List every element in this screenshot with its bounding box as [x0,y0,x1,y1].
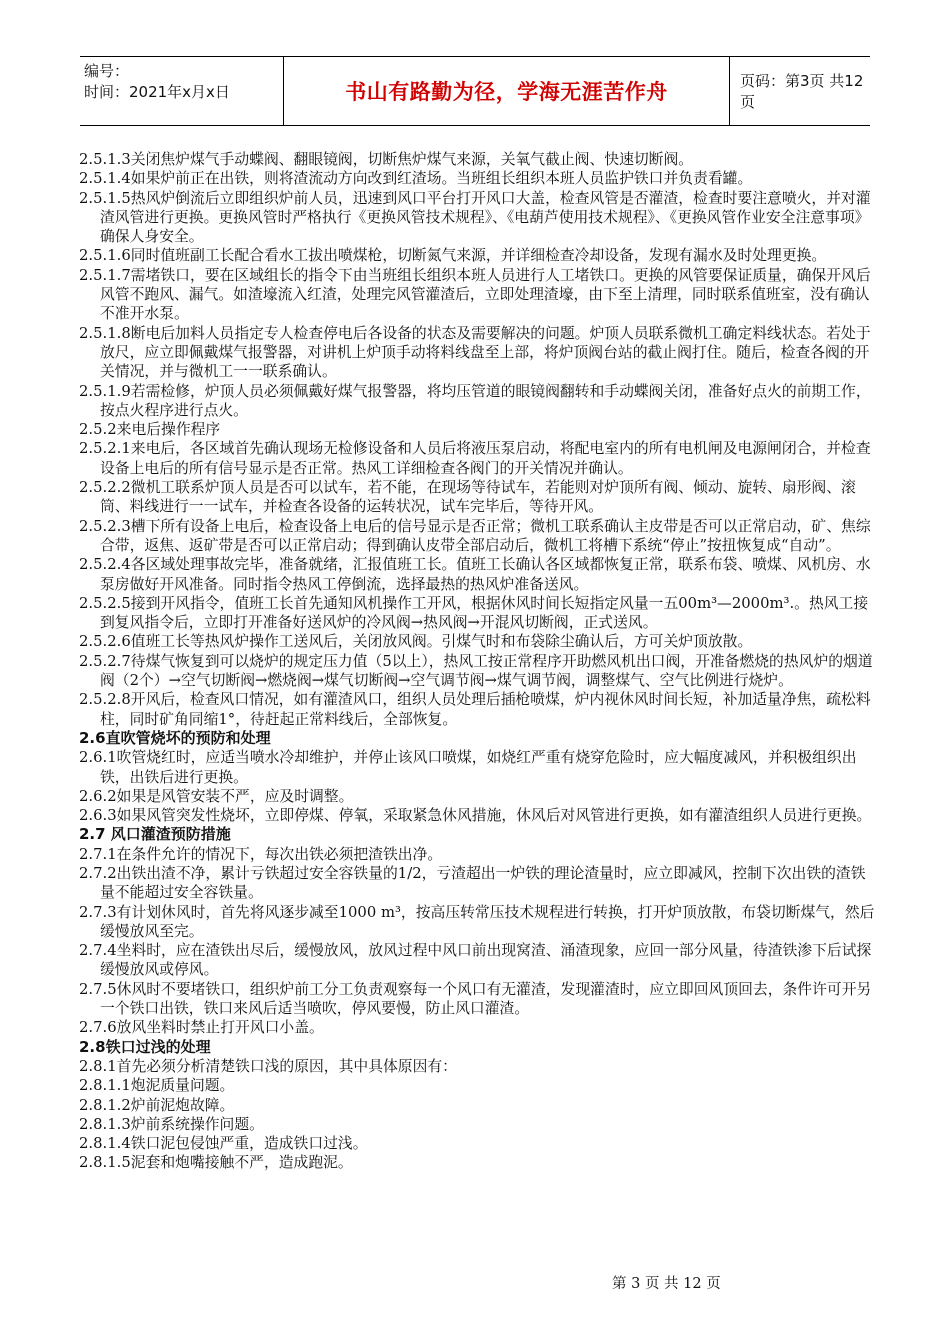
paragraph: 2.8.1.3炉前系统操作问题。 [79,1115,264,1133]
section-heading: 2.6直吹管烧坏的预防和处理 [79,728,271,747]
header-page-info: 页码：第3页 共12页 [740,72,864,111]
section-heading: 2.7 风口灌渣预防措施 [79,825,231,844]
paragraph: 2.5.1.9若需检修，炉顶人员必须佩戴好煤气报警器，将均压管道的眼镜阀翻转和手动蝶阀关闭，准备好点火的前期工作，按点火程序进行点火。 [79,382,871,419]
paragraph: 2.5.2.3槽下所有设备上电后，检查设备上电后的信号显示是否正常；微机工联系确认主皮带是否可以正常启动，矿、焦综合带，返焦、返矿带是否可以正常启动；得到确认皮带全部启动后，微机工将槽下系统“停止”按扭恢复成“自动”。 [79,517,871,554]
paragraph: 2.8.1首先必须分析清楚铁口浅的原因，其中具体原因有： [79,1057,457,1075]
paragraph: 2.5.2.5接到开风指令，值班工长首先通知风机操作工开风，根据休风时间长短指定风量一五00m³—2000m³.。热风工接到复风指令后，立即打开准备好送风炉的冷风阀→热风阀→开混风切断阀，正式送风。 [79,594,869,632]
document-time-label: 时间：2021年x月x日 [84,83,230,101]
paragraph: 2.8.1.1炮泥质量问题。 [79,1077,235,1095]
paragraph: 2.5.1.3关闭焦炉煤气手动蝶阀、翻眼镜阀，切断焦炉煤气来源，关氧气截止阀、快速切断阀。 [79,151,694,168]
paragraph: 2.5.2.1来电后，各区域首先确认现场无检修设备和人员后将液压泵启动，将配电室内的所有电机闸及电源闸闭合，并检查设备上电后的所有信号显示是否正常。热风工详细检查各阀门的开关情况并确认。 [79,440,871,477]
paragraph: 2.5.2.2微机工联系炉顶人员是否可以试车，若不能，在现场等待试车，若能则对炉顶所有阀、倾动、旋转、扇形阀、滚筒、料线进行一一试车，并检查各设备的运转状况，试车完毕后，等待开风。 [79,479,856,516]
paragraph: 2.7.2出铁出渣不净，累计亏铁超过安全容铁量的1/2，亏渣超出一炉铁的理论渣量时，应立即减风，控制下次出铁的渣铁量不能超过安全容铁量。 [79,864,866,902]
paragraph: 2.7.4坐料时，应在渣铁出尽后，缓慢放风，放风过程中风口前出现窝渣、涌渣现象，应回一部分风量，待渣铁渗下后试探缓慢放风或停风。 [79,942,872,979]
document-body [79,150,879,1173]
paragraph: 2.5.2.7待煤气恢复到可以烧炉的规定压力值（5以上），热风工按正常程序开助燃风机出口阀，开准备燃烧的热风炉的烟道阀（2个）→空气切断阀→燃烧阀→煤气切断阀→空气调节阀→煤气调节阀，调整煤气、空气比例进行烧炉。 [79,652,873,690]
paragraph: 2.5.1.7需堵铁口，要在区域组长的指令下由当班组长组织本班人员进行人工堵铁口。更换的风管要保证质量，确保开风后风管不跑风、漏气。如渣壕流入红渣，处理完风管灌渣后，立即处理渣壕，由下至上清理，同时联系值班室，没有确认不准开水泵。 [79,266,871,323]
page-footer: 第 3 页 共 12 页 [612,1276,721,1292]
paragraph: 2.5.1.6同时值班副工长配合看水工拔出喷煤枪，切断氮气来源，并详细检查冷却设备，发现有漏水及时处理更换。 [79,247,827,265]
paragraph: 2.6.3如果风管突发性烧坏，立即停煤、停氧，采取紧急休风措施，休风后对风管进行更换，如有灌渣组织人员进行更换。 [79,807,872,825]
paragraph: 2.5.2.8开风后，检查风口情况，如有灌渣风口，组织人员处理后插枪喷煤，炉内视休风时间长短，补加适量净焦，疏松料柱，同时矿角同缩1°，待赶起正常料线后，全部恢复。 [79,691,871,728]
paragraph: 2.8.1.4铁口泥包侵蚀严重，造成铁口过浅。 [79,1135,368,1153]
paragraph: 2.8.1.5泥套和炮嘴接触不严，造成跑泥。 [79,1154,353,1172]
section-heading: 2.8铁口过浅的处理 [79,1037,211,1056]
paragraph: 2.5.2.4各区域处理事故完毕，准备就绪，汇报值班工长。值班工长确认各区域都恢复正常，联系布袋、喷煤、风机房、水泵房做好开风准备。同时指令热风工停倒流，选择最热的热风炉准备送风。 [79,556,871,593]
paragraph: 2.7.3有计划休风时，首先将风逐步减至1000 m³，按高压转常压技术规程进行转换，打开炉顶放散，布袋切断煤气，然后缓慢放风至完。 [79,903,875,940]
paragraph: 2.5.1.4如果炉前正在出铁，则将渣流动方向改到红渣场。当班组长组织本班人员监护铁口并负责看罐。 [79,170,753,188]
paragraph: 2.5.2来电后操作程序 [79,421,221,439]
header-motto: 书山有路勤为径，学海无涯苦作舟 [284,57,730,125]
paragraph: 2.6.1吹管烧红时，应适当喷水冷却维护，并停止该风口喷煤，如烧红严重有烧穿危险时，应大幅度减风，并积极组织出铁，出铁后进行更换。 [79,749,857,786]
paragraph: 2.6.2如果是风管安装不严，应及时调整。 [79,787,354,805]
paragraph: 2.5.1.8断电后加料人员指定专人检查停电后各设备的状态及需要解决的问题。炉顶人员联系微机工确定料线状态。若处于放尺，应立即佩戴煤气报警器，对讲机上炉顶手动将料线盘至上部，将炉顶阀台站的截止阀打住。随后，检查各阀的开关情况，并与微机工一一联系确认。 [79,324,871,381]
paragraph: 2.5.2.6值班工长等热风炉操作工送风后，关闭放风阀。引煤气时和布袋除尘确认后，方可关炉顶放散。 [79,633,753,651]
paragraph: 2.7.5休风时不要堵铁口，组织炉前工分工负责观察每一个风口有无灌渣，发现灌渣时，应立即回风顶回去，条件许可开另一个铁口出铁，铁口来风后适当喷吹，停风要慢，防止风口灌渣。 [79,980,872,1018]
page-header [80,56,870,126]
header-meta [80,57,284,125]
paragraph: 2.8.1.2炉前泥炮故障。 [79,1096,235,1114]
document-number-label: 编号： [84,62,130,80]
paragraph: 2.7.1在条件允许的情况下，每次出铁必须把渣铁出净。 [79,845,443,863]
paragraph: 2.7.6放风坐料时禁止打开风口小盖。 [79,1019,324,1037]
paragraph: 2.5.1.5热风炉倒流后立即组织炉前人员，迅速到风口平台打开风口大盖，检查风管是否灌渣，检查时要注意喷火，并对灌渣风管进行更换。更换风管时严格执行《更换风管技术规程》、《电葫芦使用技术规程》、《更换风管作业安全注意事项》确保人身安全。 [79,189,871,246]
